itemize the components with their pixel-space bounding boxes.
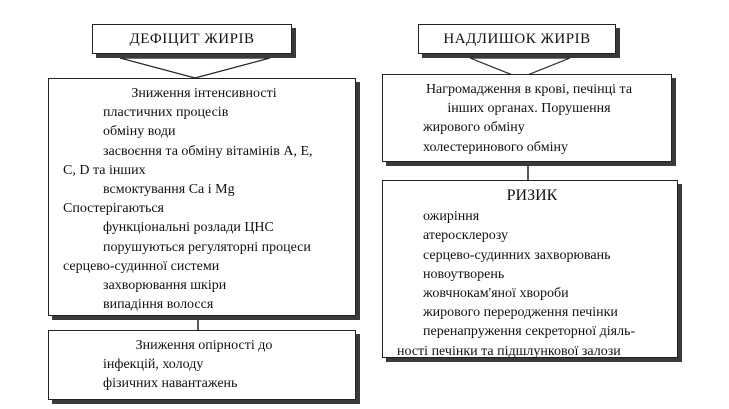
risk-item: серцево-судинних захворювань	[423, 247, 611, 263]
risk-item: ності печінки та підшлункової залози	[397, 343, 621, 359]
deficit-item: обміну води	[103, 124, 176, 140]
deficit-title-text: ДЕФІЦИТ ЖИРІВ	[129, 30, 255, 47]
deficit-item: пластичних процесів	[103, 105, 229, 121]
risk-box	[382, 180, 678, 358]
excess-line: холестеринового обміну	[423, 139, 568, 155]
deficit-symptom: захворювання шкіри	[103, 278, 227, 294]
excess-title	[418, 24, 616, 54]
deficit-subheading: Спостерігаються	[63, 201, 165, 217]
resistance-line: інфекцій, холоду	[103, 357, 204, 373]
deficit-heading: Зниження інтенсивності	[131, 86, 277, 101]
risk-item: жовчнокам'яної хвороби	[423, 286, 569, 302]
deficit-symptom: функціональні розлади ЦНС	[103, 220, 274, 236]
risk-item: ожиріння	[423, 209, 480, 225]
excess-effects-box	[382, 74, 672, 162]
risk-header: РИЗИК	[506, 187, 558, 204]
risk-item: перенапруження секреторної діяль-	[423, 324, 636, 340]
excess-title-text: НАДЛИШОК ЖИРІВ	[443, 30, 591, 47]
deficit-item: всмоктування Са і Mg	[103, 182, 235, 198]
excess-line: жирового обміну	[423, 120, 525, 136]
excess-line: інших органах. Порушення	[447, 101, 611, 117]
deficit-item: засвоєння та обміну вітамінів А, Е,	[103, 143, 313, 159]
risk-item: жирового переродження печінки	[423, 305, 618, 321]
deficit-title	[92, 24, 292, 54]
deficit-symptom: порушуються регуляторні процеси	[103, 239, 311, 255]
resistance-line: фізичних навантажень	[103, 376, 238, 392]
left-arrow-head	[120, 58, 270, 78]
deficit-resistance-box	[48, 330, 356, 400]
deficit-item: С, D та інших	[63, 162, 146, 178]
deficit-symptom: серцево-судинної системи	[63, 258, 220, 274]
deficit-symptom: випадіння волосся	[103, 297, 214, 313]
deficit-effects-box	[48, 78, 356, 316]
risk-item: атеросклерозу	[423, 228, 508, 244]
risk-item: новоутворень	[423, 266, 505, 282]
excess-line: Нагромадження в крові, печінці та	[425, 82, 633, 97]
resistance-line: Зниження опірності до	[135, 338, 273, 353]
